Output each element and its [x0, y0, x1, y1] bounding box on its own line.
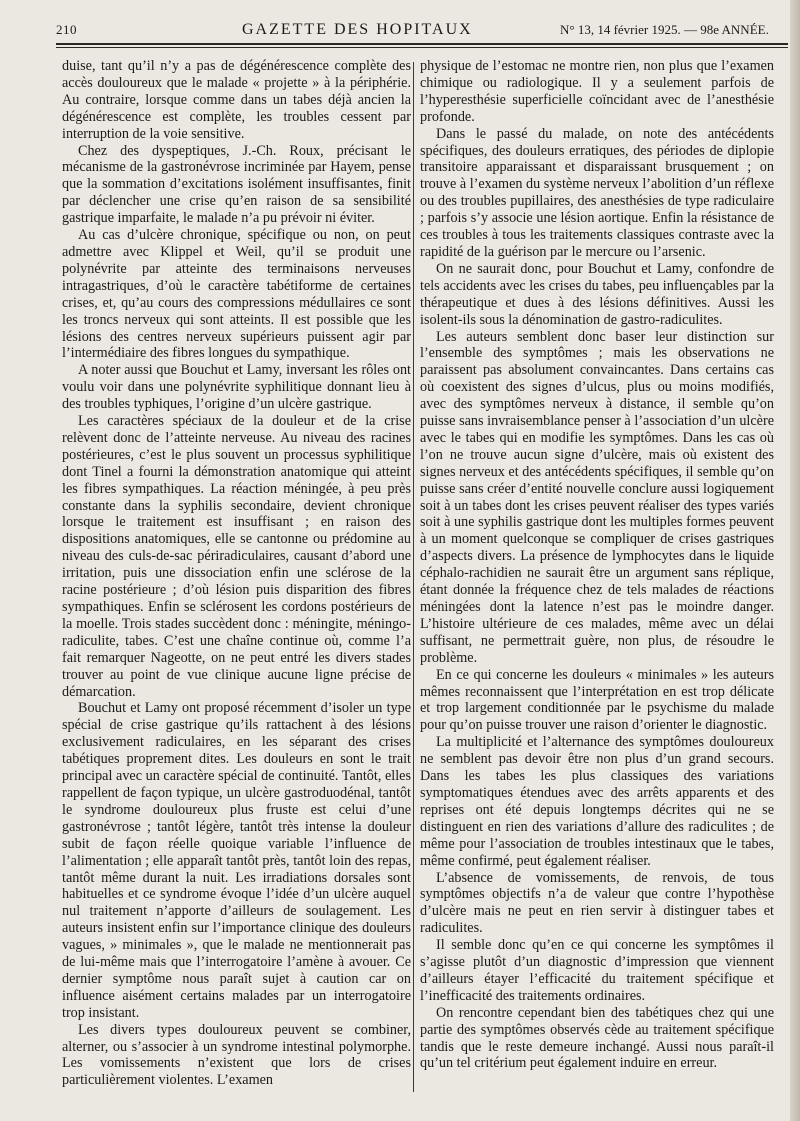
paragraph: On rencontre cependant bien des tabétiques chez qui une partie des symptômes observés cède au traitement spécifique tandis que le reste demeure inchangé. Aussi nous paraît-il qu’un tel critérium peut également induire en erreur.	[420, 1004, 774, 1072]
header-rule-thin	[56, 47, 788, 48]
paragraph: Au cas d’ulcère chronique, spécifique ou non, on peut admettre avec Klippel et Weil, qu’il se produit une polynévrite par atteinte des terminaisons nerveuses intragastriques, d’où le caractère tabétiforme de certaines crises, et, qu’au cours des compressions médullaires ce sont les troncs nerveux qui sont atteints. Il est possible que les lésions des centres nerveux supérieurs puissent agir par l’intermédiaire des fibres longues du sympathique.	[62, 227, 411, 362]
paragraph: Les auteurs semblent donc baser leur distinction sur l’ensemble des symptômes ; mais les observations ne paraissent pas absolument convaincantes. Dans certains cas où coexistent des signes d’ulcus, plus ou moins modifiés, avec des symptômes nerveux à distance, il semble qu’on puisse sans invraisemblance penser à l’association d’un ulcère avec le tabes qui en modifie les symptômes. Dans les cas où l’on ne trouve aucun signe d’ulcère, mais où existent des signes nerveux et des antécédents spécifiques, il semble qu’on puisse sans créer d’entité nouvelle conclure aussi logiquement soit à un tabes dont les crises peuvent réaliser des types variés soit à une syphilis gastrique dont les multiples formes peuvent à un moment quelconque se compliquer de crises gastriques d’aspects divers. La présence de lymphocytes dans le liquide céphalo-rachidien ne saurait être un argument sans réplique, étant donnée la fréquence chez de tels malades de réactions méningées dont la latence n’est pas le moindre danger. L’histoire ultérieure de ces malades, même avec un délai suffisant, ne permettrait guère, non plus, de résoudre le problème.	[420, 328, 774, 666]
paragraph: Chez des dyspeptiques, J.-Ch. Roux, précisant le mécanisme de la gastronévrose incriminée par Hayem, pense que la sommation d’excitations isolément insuffisantes, finit par déclencher une crise qu’en raison de sa sensibilité gastrique imparfaite, le malade n’a pu prévoir ni éviter.	[62, 142, 411, 227]
header-rule	[56, 43, 788, 45]
paragraph: A noter aussi que Bouchut et Lamy, inversant les rôles ont voulu voir dans une polynévrite syphilitique donnant lieu à des troubles typhiques, l’origine d’un ulcère gastrique.	[62, 362, 411, 413]
paragraph: On ne saurait donc, pour Bouchut et Lamy, confondre de tels accidents avec les crises du tabes, peu influençables par la thérapeutique et dues à des lésions définitives. Aussi les isolent-ils sous la dénomination de gastro-radiculites.	[420, 260, 774, 328]
column-divider	[413, 62, 414, 1092]
paragraph: Les divers types douloureux peuvent se combiner, alterner, ou s’associer à un syndrome intestinal polymorphe. Les vomissements n’existent que lors de crises particulièrement violentes. L’examen	[62, 1021, 411, 1089]
paragraph: Les caractères spéciaux de la douleur et de la crise relèvent donc de l’atteinte nerveuse. Au niveau des racines postérieures, c’est le plus souvent un processus syphilitique dont Tinel a fourni la démonstration anatomique qui atteint les fibres sympathiques. La réaction méningée, à peu près constante dans la syphilis secondaire, devient chronique lorsque le traitement est insuffisant ; en raison des dispositions anatomiques, elle se cantonne ou prédomine au niveau des culs-de-sac périradiculaires, causant d’abord une irritation, puis une dissociation enfin une sclérose de la racine postérieure ; d’où lésion puis disparition des fibres sympathiques. Enfin se sclérosent les cordons postérieurs de la moelle. Trois stades succèdent donc : méningite, méningo-radiculite, tabes. C’est une chaîne continue où, comme l’a fait remarquer Nageotte, on ne peut entré les divers stades trouver au point de vue clinique aucune ligne précise de démarcation.	[62, 413, 411, 700]
journal-title: GAZETTE DES HOPITAUX	[242, 21, 473, 38]
paragraph: La multiplicité et l’alternance des symptômes douloureux ne semblent pas devoir être non plus d’un grand secours. Dans les tabes les plus classiques des variations symptomatiques étendues avec des arrêts apparents et des reprises ont été depuis longtemps décrites qui ne se distinguent en rien des variations d’allure des radiculites ; de même pour l’association de troubles intestinaux que le tabes, même confirmé, peut également réaliser.	[420, 734, 774, 869]
paragraph: L’absence de vomissements, de renvois, de tous symptômes objectifs n’a de valeur que contre l’hypothèse d’ulcère mais ne peut en rien servir à distinguer tabes et radiculites.	[420, 869, 774, 937]
page-number: 210	[56, 22, 77, 37]
right-column	[420, 58, 774, 1072]
issue-info: N° 13, 14 février 1925. — 98e ANNÉE.	[560, 22, 769, 37]
paragraph: Bouchut et Lamy ont proposé récemment d’isoler un type spécial de crise gastrique qu’ils rattachent à des lésions exclusivement radiculaires, en les séparant des crises tabétiques proprement dites. Les douleurs en sont le trait principal avec un caractère spécial de continuité. Tantôt, elles rappellent de façon typique, un ulcère gastroduodénal, tantôt le syndrome douloureux plus fruste est celui d’une gastronévrose ; tantôt légère, tantôt très intense la douleur subit de façon réelle quoique variable l’influence de l’alimentation ; elle apparaît tantôt près, tantôt loin des repas, tantôt même durant la nuit. Les irradiations dorsales sont habituelles et ce syndrome évoque l’idée d’un ulcère auquel nul traitement n’apporte d’ailleurs de soulagement. Les auteurs insistent enfin sur l’importance clinique des douleurs vagues, » minimales », que le malade ne mentionnerait pas de lui-même mais que l’interrogatoire l’amène à avouer. Ce dernier symptôme nous paraît sujet à caution car on influence aisément certains malades par un interrogatoire trop insistant.	[62, 700, 411, 1021]
page-edge-shadow	[790, 0, 800, 1121]
paragraph: En ce qui concerne les douleurs « minimales » les auteurs mêmes reconnaissent que l’interprétation en est trop délicate et trop largement conditionnée par le psychisme du malade pour qu’on puisse trouver une raison d’orienter le diagnostic.	[420, 666, 774, 734]
paragraph: duise, tant qu’il n’y a pas de dégénérescence complète des accès douloureux que le malade « projette » à la périphérie. Au contraire, lorsque comme dans un tabes déjà ancien la dégénérescence est complète, les troubles cessent par interruption de la voie sensitive.	[62, 58, 411, 142]
paragraph: physique de l’estomac ne montre rien, non plus que l’examen chimique ou radiologique. Il y a seulement parfois de l’hyperesthésie superficielle coïncidant avec de l’anesthésie profonde.	[420, 58, 774, 125]
left-column	[62, 58, 411, 1089]
paragraph: Il semble donc qu’en ce qui concerne les symptômes il s’agisse plutôt d’un diagnostic d’impression que viennent d’ailleurs étayer l’efficacité du traitement spécifique et l’inefficacité des traitements ordinaires.	[420, 937, 774, 1004]
paragraph: Dans le passé du malade, on note des antécédents spécifiques, des douleurs erratiques, des périodes de diplopie transitoire apparaissant et disparaissant brusquement ; on trouve à l’examen du système nerveux l’abolition d’un réflexe ou des troubles pupillaires, des anesthésies de type radiculaire ; parfois s’y associe une lésion aortique. Enfin la résistance de ces troubles à tous les traitements classiques contraste avec la rapidité de la guérison par le mercure ou l’arsenic.	[420, 125, 774, 260]
